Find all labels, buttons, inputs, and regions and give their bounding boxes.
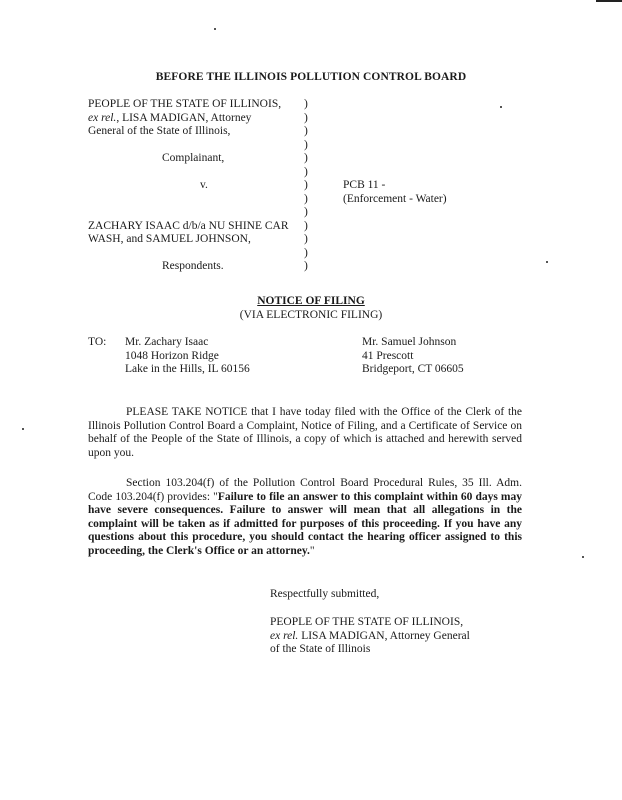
caption-paren: ) — [304, 165, 308, 178]
case-type: (Enforcement - Water) — [343, 192, 447, 205]
plaintiff-line: General of the State of Illinois, — [88, 125, 231, 137]
notice-title: NOTICE OF FILING — [257, 295, 365, 307]
caption-paren: ) — [304, 111, 308, 124]
caption-paren: ) — [304, 98, 308, 110]
caption-paren: ) — [304, 152, 308, 164]
defendant-line: WASH, and SAMUEL JOHNSON, — [88, 233, 251, 245]
document-heading: BEFORE THE ILLINOIS POLLUTION CONTROL BOARD — [155, 71, 467, 83]
recipient-name: Mr. Zachary Isaac — [125, 336, 209, 348]
rule-paragraph — [88, 477, 522, 558]
recipient-city: Lake in the Hills, IL 60156 — [125, 363, 250, 375]
signature-line: of the State of Illinois — [270, 643, 371, 655]
complainant-label: Complainant, — [162, 152, 225, 164]
recipient-street: 1048 Horizon Ridge — [125, 349, 219, 362]
recipient-address-left — [125, 336, 250, 377]
caption-paren: ) — [304, 206, 308, 218]
rule-intro: Section 103.204(f) of the Pollution Control Board Procedural Rules, 35 Ill. Adm. Code 103.204(f) provides: " — [88, 477, 522, 503]
signature-block — [270, 616, 530, 657]
signature-line: LISA MADIGAN, Attorney General — [298, 629, 470, 642]
scan-speck — [214, 28, 216, 30]
caption-paren: ) — [304, 219, 308, 232]
plaintiff-line: PEOPLE OF THE STATE OF ILLINOIS, — [88, 98, 282, 110]
recipient-city: Bridgeport, CT 06605 — [362, 363, 464, 375]
caption-paren: ) — [304, 246, 308, 259]
recipient-address-right — [362, 336, 464, 377]
recipient-street: 41 Prescott — [362, 349, 414, 362]
scan-speck — [582, 556, 584, 558]
to-label: TO: — [88, 336, 107, 348]
caption-paren: ) — [304, 125, 308, 137]
signature-line: PEOPLE OF THE STATE OF ILLINOIS, — [270, 616, 464, 628]
scan-speck — [22, 428, 24, 430]
closing: Respectfully submitted, — [270, 588, 380, 600]
versus: v. — [200, 179, 208, 191]
scan-mark — [596, 0, 622, 2]
caption-paren: ) — [304, 138, 308, 151]
caption-paren: ) — [304, 233, 308, 245]
ex-rel: ex rel. — [270, 629, 299, 642]
defendant-line: ZACHARY ISAAC d/b/a NU SHINE CAR — [88, 219, 289, 232]
ex-rel: ex rel. — [88, 111, 117, 124]
recipient-name: Mr. Samuel Johnson — [362, 336, 457, 348]
caption-paren: ) — [304, 179, 308, 191]
scan-speck — [546, 261, 548, 263]
plaintiff-line: , LISA MADIGAN, Attorney — [116, 111, 252, 124]
caption-paren: ) — [304, 260, 308, 272]
notice-paragraph: PLEASE TAKE NOTICE that I have today filed with the Office of the Clerk of the Illinois Pollution Control Board a Complaint, Notice of Filing, and a Certificate of Service on behalf of the People of the State of Illinois, a copy of which is attached and herewith served upon you. — [88, 406, 522, 459]
scan-speck — [500, 106, 502, 108]
notice-subtitle: (VIA ELECTRONIC FILING) — [239, 309, 383, 321]
respondents-label: Respondents. — [162, 260, 224, 272]
rule-end: " — [309, 544, 315, 557]
caption-paren: ) — [304, 192, 308, 205]
rule-warning: Failure to file an answer to this complaint within 60 days may have severe consequences. Failure to answer will mean that all allegations in the complaint will be taken as if admitted for purposes of this proceeding. If you have any questions about this procedure, you should contact the hearing officer assigned to this proceeding, the Clerk's Office or an attorney. — [88, 490, 522, 557]
case-number: PCB 11 - — [343, 179, 386, 191]
case-caption — [88, 98, 448, 274]
